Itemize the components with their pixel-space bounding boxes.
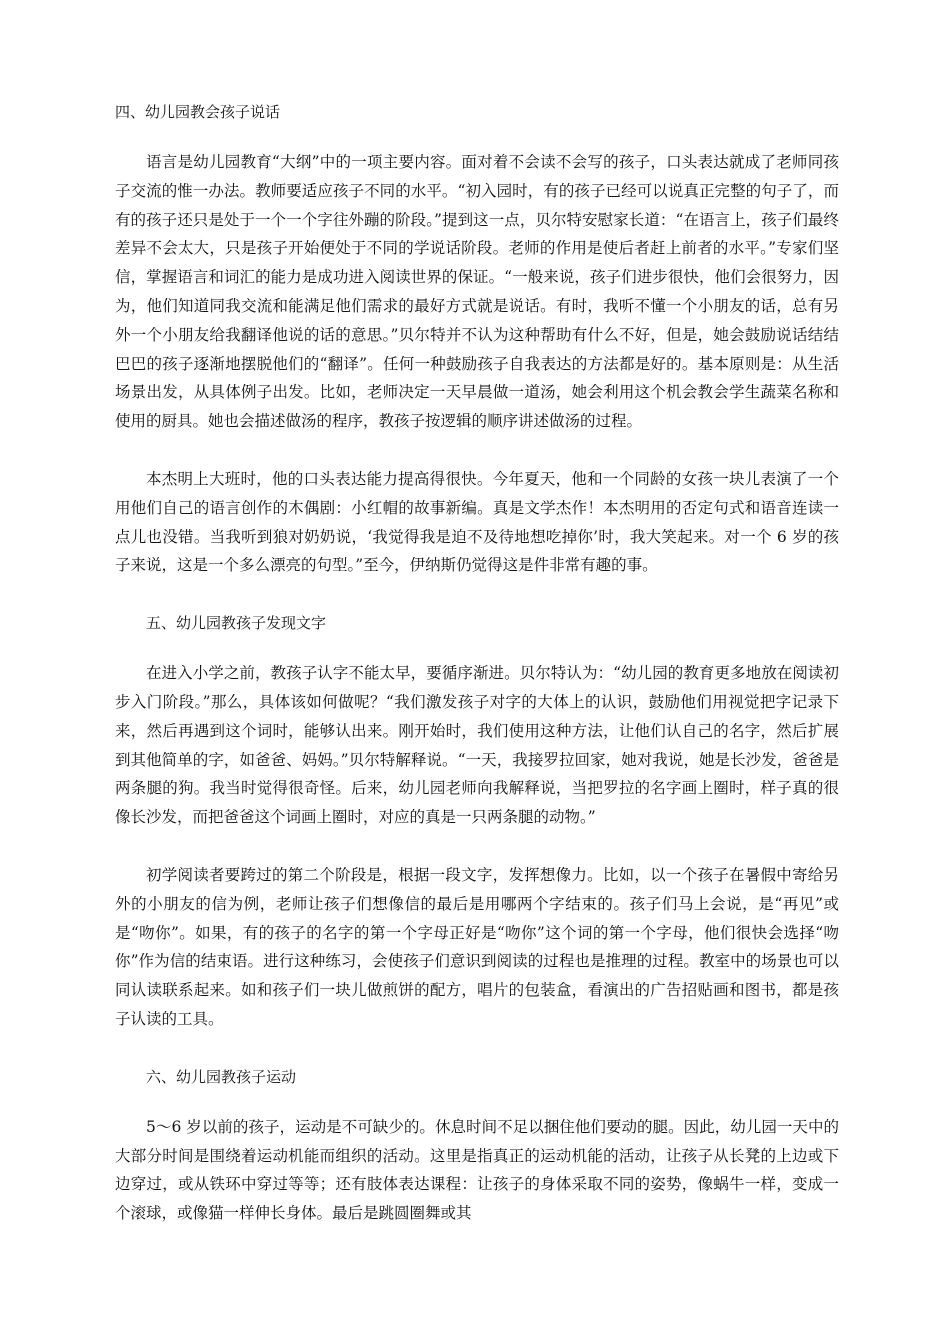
paragraph-writing-1: 在进入小学之前，教孩子认字不能太早，要循序渐进。贝尔特认为：“幼儿园的教育更多地放在阅读初步入门阶段。”那么，具体该如何做呢？“我们激发孩子对字的大体上的认识，鼓励他们用视觉把字记录下来，然后再遇到这个词时，能够认出来。刚开始时，我们使用这种方法，让他们认自己的名字，然后扩展到其他简单的字，如爸爸、妈妈。”贝尔特解释说。“一天，我接罗拉回家，她对我说，她是长沙发，爸爸是两条腿的狗。我当时觉得很奇怪。后来，幼儿园老师向我解释说，当把罗拉的名字画上圈时，样子真的很像长沙发，而把爸爸这个词画上圈时，对应的真是一只两条腿的动物。” — [115, 664, 839, 827]
document-page — [115, 98, 839, 1228]
section-heading-movement: 六、幼儿园教孩子运动 — [146, 1067, 297, 1086]
spacer — [115, 436, 839, 465]
spacer — [115, 638, 839, 659]
spacer — [115, 580, 839, 609]
paragraph-speaking-2: 本杰明上大班时，他的口头表达能力提高得很快。今年夏天，他和一个同龄的女孩一块儿表演了一个用他们自己的语言创作的木偶剧：小红帽的故事新编。真是文学杰作！本杰明用的否定句式和语音连读一点儿也没错。当我听到狼对奶奶说，‘我觉得我是迫不及待地想吃掉你’时，我大笑起来。对一个 6 岁的孩子来说，这是一个多么漂亮的句型。”至今，伊纳斯仍觉得这是件非常有趣的事。 — [115, 469, 839, 575]
paragraph-movement-1: 5～6 岁以前的孩子，运动是不可缺少的。休息时间不足以捆住他们要动的腿。因此，幼儿园一天中的大部分时间是围绕着运动机能而组织的活动。这里是指真正的运动机能的活动，让孩子从长凳的上边或下边穿过，或从铁环中穿过等等；还有肢体表达课程：让孩子的身体采取不同的姿势，像蜗牛一样，变成一个滚球，或像猫一样伸长身体。最后是跳圆圈舞或其 — [115, 1117, 839, 1223]
paragraph-writing-2: 初学阅读者要跨过的第二个阶段是，根据一段文字，发挥想像力。比如，以一个孩子在暑假中寄给另外的小朋友的信为例，老师让孩子们想像信的最后是用哪两个字结束的。孩子们马上会说，是“再见”或是“吻你”。如果，有的孩子的名字的第一个字母正好是“吻你”这个词的第一个字母，他们很快会选择“吻你”作为信的结束语。进行这种练习，会使孩子们意识到阅读的过程也是推理的过程。教室中的场景也可以同认读联系起来。如和孩子们一块儿做煎饼的配方，唱片的包装盒，看演出的广告招贴画和图书，都是孩子认读的工具。 — [115, 865, 839, 1028]
section-heading-speaking: 四、幼儿园教会孩子说话 — [115, 103, 281, 121]
spacer — [115, 127, 839, 148]
paragraph-speaking-1: 语言是幼儿园教育“大纲”中的一项主要内容。面对着不会读不会写的孩子，口头表达就成了老师同孩子交流的惟一办法。教师要适应孩子不同的水平。“初入园时，有的孩子已经可以说真正完整的句子了，而有的孩子还只是处于一个一个字往外蹦的阶段。”提到这一点，贝尔特安慰家长道：“在语言上，孩子们最终差异不会太大，只是孩子开始便处于不同的学说话阶段。老师的作用是使后者赶上前者的水平。”专家们坚信，掌握语言和词汇的能力是成功进入阅读世界的保证。“一般来说，孩子们进步很快，他们会很努力，因为，他们知道同我交流和能满足他们需求的最好方式就是说话。有时，我听不懂一个小朋友的话，总有另外一个小朋友给我翻译他说的话的意思。”贝尔特并不认为这种帮助有什么不好，但是，她会鼓励说话结结巴巴的孩子逐渐地摆脱他们的“翻译”。任何一种鼓励孩子自我表达的方法都是好的。基本原则是：从生活场景出发，从具体例子出发。比如，老师决定一天早晨做一道汤，她会利用这个机会教会学生蔬菜名称和使用的厨具。她也会描述做汤的程序，教孩子按逻辑的顺序讲述做汤的过程。 — [115, 153, 839, 431]
section-heading-writing: 五、幼儿园教孩子发现文字 — [146, 614, 327, 633]
spacer — [115, 1034, 839, 1063]
spacer — [115, 1092, 839, 1113]
spacer — [115, 832, 839, 861]
